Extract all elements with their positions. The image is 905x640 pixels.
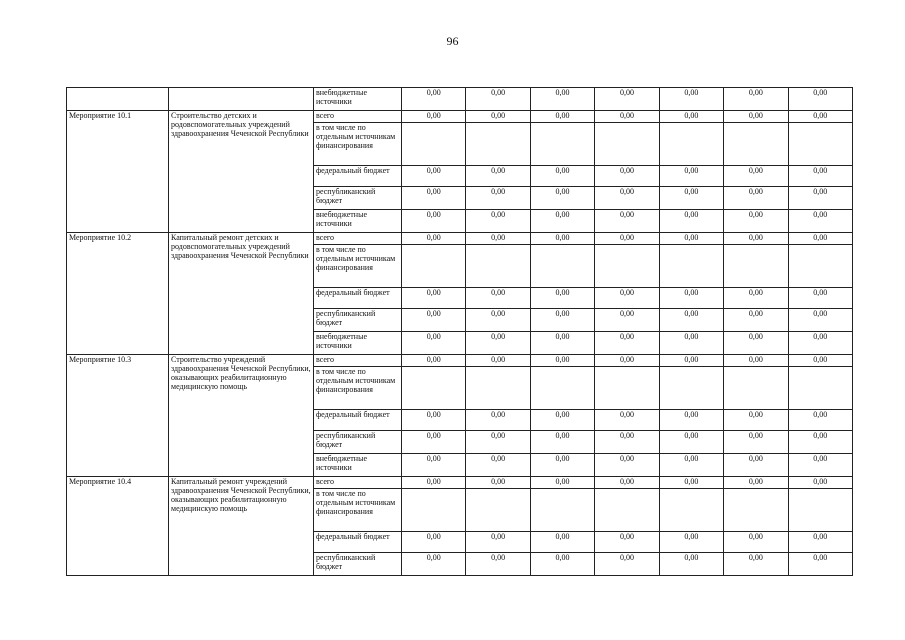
- value-cell: 0,00: [402, 111, 466, 123]
- value-cell: 0,00: [402, 454, 466, 477]
- measure-name: Строительство детских и родовспомогательных учреждений здравоохранения Чеченской Республики: [169, 111, 314, 233]
- funding-source-cell: федеральный бюджет: [314, 532, 402, 553]
- value-cell: 0,00: [595, 410, 659, 431]
- value-cell: 0,00: [659, 166, 723, 187]
- table-row: [67, 477, 853, 489]
- value-cell: [788, 123, 852, 166]
- value-cell: 0,00: [659, 210, 723, 233]
- value-cell: 0,00: [788, 553, 852, 576]
- value-cell: 0,00: [466, 111, 530, 123]
- value-cell: [530, 489, 594, 532]
- value-cell: 0,00: [595, 431, 659, 454]
- value-cell: 0,00: [788, 532, 852, 553]
- value-cell: 0,00: [788, 288, 852, 309]
- value-cell: 0,00: [659, 553, 723, 576]
- value-cell: [659, 489, 723, 532]
- value-cell: 0,00: [402, 532, 466, 553]
- value-cell: [402, 123, 466, 166]
- value-cell: 0,00: [402, 332, 466, 355]
- value-cell: 0,00: [402, 187, 466, 210]
- value-cell: 0,00: [595, 166, 659, 187]
- value-cell: 0,00: [466, 210, 530, 233]
- value-cell: [724, 123, 788, 166]
- value-cell: 0,00: [530, 210, 594, 233]
- value-cell: 0,00: [466, 355, 530, 367]
- value-cell: 0,00: [466, 88, 530, 111]
- value-cell: [595, 489, 659, 532]
- value-cell: 0,00: [724, 288, 788, 309]
- value-cell: 0,00: [659, 309, 723, 332]
- funding-source-cell: внебюджетные источники: [314, 332, 402, 355]
- value-cell: 0,00: [466, 166, 530, 187]
- value-cell: 0,00: [724, 454, 788, 477]
- measure-name: Строительство учреждений здравоохранения Чеченской Республики, оказывающих реабилитационную медицинскую помощь: [169, 355, 314, 477]
- value-cell: 0,00: [530, 553, 594, 576]
- value-cell: 0,00: [659, 532, 723, 553]
- value-cell: 0,00: [659, 332, 723, 355]
- value-cell: 0,00: [788, 88, 852, 111]
- value-cell: 0,00: [530, 309, 594, 332]
- value-cell: 0,00: [659, 355, 723, 367]
- value-cell: 0,00: [724, 88, 788, 111]
- value-cell: 0,00: [466, 477, 530, 489]
- measure-code: Мероприятие 10.1: [67, 111, 169, 233]
- value-cell: 0,00: [402, 410, 466, 431]
- value-cell: [595, 245, 659, 288]
- value-cell: 0,00: [402, 166, 466, 187]
- measure-name: Капитальный ремонт учреждений здравоохранения Чеченской Республики, оказывающих реабилитационную медицинскую помощь: [169, 477, 314, 576]
- funding-source-cell: внебюджетные источники: [314, 210, 402, 233]
- value-cell: 0,00: [724, 233, 788, 245]
- value-cell: 0,00: [530, 187, 594, 210]
- value-cell: 0,00: [466, 309, 530, 332]
- value-cell: [530, 245, 594, 288]
- value-cell: [466, 489, 530, 532]
- value-cell: 0,00: [530, 454, 594, 477]
- value-cell: 0,00: [724, 166, 788, 187]
- value-cell: [788, 245, 852, 288]
- funding-source-cell: республиканский бюджет: [314, 431, 402, 454]
- value-cell: 0,00: [466, 553, 530, 576]
- funding-source-cell: в том числе по отдельным источникам финансирования: [314, 245, 402, 288]
- value-cell: 0,00: [595, 187, 659, 210]
- value-cell: 0,00: [530, 332, 594, 355]
- value-cell: 0,00: [788, 431, 852, 454]
- funding-source-cell: республиканский бюджет: [314, 553, 402, 576]
- value-cell: [466, 123, 530, 166]
- value-cell: 0,00: [530, 288, 594, 309]
- value-cell: [724, 367, 788, 410]
- value-cell: 0,00: [788, 210, 852, 233]
- table-row: [67, 88, 853, 111]
- value-cell: 0,00: [595, 553, 659, 576]
- value-cell: 0,00: [530, 355, 594, 367]
- value-cell: 0,00: [788, 410, 852, 431]
- value-cell: 0,00: [402, 288, 466, 309]
- value-cell: [530, 367, 594, 410]
- value-cell: 0,00: [466, 233, 530, 245]
- funding-source-cell: федеральный бюджет: [314, 410, 402, 431]
- value-cell: 0,00: [659, 233, 723, 245]
- value-cell: 0,00: [595, 88, 659, 111]
- value-cell: [530, 123, 594, 166]
- value-cell: 0,00: [466, 454, 530, 477]
- value-cell: 0,00: [530, 166, 594, 187]
- value-cell: [788, 367, 852, 410]
- value-cell: 0,00: [530, 410, 594, 431]
- value-cell: 0,00: [530, 532, 594, 553]
- funding-source-cell: федеральный бюджет: [314, 288, 402, 309]
- value-cell: 0,00: [659, 187, 723, 210]
- value-cell: [402, 245, 466, 288]
- value-cell: 0,00: [724, 477, 788, 489]
- funding-source-cell: республиканский бюджет: [314, 309, 402, 332]
- funding-source-cell: федеральный бюджет: [314, 166, 402, 187]
- value-cell: 0,00: [788, 111, 852, 123]
- value-cell: 0,00: [724, 309, 788, 332]
- value-cell: 0,00: [595, 332, 659, 355]
- value-cell: 0,00: [659, 477, 723, 489]
- value-cell: 0,00: [466, 187, 530, 210]
- value-cell: 0,00: [724, 187, 788, 210]
- value-cell: 0,00: [595, 233, 659, 245]
- value-cell: [659, 367, 723, 410]
- value-cell: 0,00: [466, 532, 530, 553]
- value-cell: 0,00: [402, 233, 466, 245]
- value-cell: [659, 123, 723, 166]
- value-cell: 0,00: [595, 477, 659, 489]
- value-cell: 0,00: [530, 431, 594, 454]
- value-cell: 0,00: [724, 532, 788, 553]
- funding-source-cell: всего: [314, 111, 402, 123]
- value-cell: [788, 489, 852, 532]
- value-cell: 0,00: [724, 111, 788, 123]
- value-cell: [724, 489, 788, 532]
- value-cell: 0,00: [530, 477, 594, 489]
- value-cell: 0,00: [788, 355, 852, 367]
- empty-name-cell: [169, 88, 314, 111]
- value-cell: 0,00: [788, 332, 852, 355]
- value-cell: 0,00: [788, 309, 852, 332]
- value-cell: 0,00: [788, 454, 852, 477]
- value-cell: 0,00: [659, 431, 723, 454]
- value-cell: 0,00: [402, 88, 466, 111]
- value-cell: 0,00: [466, 410, 530, 431]
- value-cell: 0,00: [530, 233, 594, 245]
- funding-source-cell: внебюджетные источники: [314, 454, 402, 477]
- value-cell: 0,00: [724, 553, 788, 576]
- value-cell: 0,00: [724, 210, 788, 233]
- funding-source-cell: всего: [314, 355, 402, 367]
- value-cell: 0,00: [466, 288, 530, 309]
- value-cell: [466, 245, 530, 288]
- value-cell: 0,00: [595, 288, 659, 309]
- table-row: [67, 355, 853, 367]
- value-cell: [466, 367, 530, 410]
- value-cell: 0,00: [402, 477, 466, 489]
- value-cell: 0,00: [595, 111, 659, 123]
- value-cell: 0,00: [595, 355, 659, 367]
- value-cell: [402, 367, 466, 410]
- value-cell: 0,00: [724, 431, 788, 454]
- value-cell: 0,00: [788, 477, 852, 489]
- value-cell: 0,00: [659, 410, 723, 431]
- value-cell: 0,00: [595, 454, 659, 477]
- value-cell: 0,00: [530, 111, 594, 123]
- value-cell: [595, 367, 659, 410]
- value-cell: 0,00: [402, 355, 466, 367]
- measure-code: Мероприятие 10.4: [67, 477, 169, 576]
- value-cell: 0,00: [724, 332, 788, 355]
- value-cell: 0,00: [530, 88, 594, 111]
- value-cell: 0,00: [595, 309, 659, 332]
- funding-source-cell: в том числе по отдельным источникам финансирования: [314, 489, 402, 532]
- page-number: 96: [446, 34, 459, 48]
- funding-table: [66, 87, 853, 576]
- value-cell: 0,00: [788, 233, 852, 245]
- table-row: [67, 111, 853, 123]
- empty-code-cell: [67, 88, 169, 111]
- value-cell: 0,00: [659, 88, 723, 111]
- funding-source-cell: в том числе по отдельным источникам финансирования: [314, 367, 402, 410]
- funding-source-cell: всего: [314, 477, 402, 489]
- value-cell: [659, 245, 723, 288]
- value-cell: 0,00: [659, 288, 723, 309]
- value-cell: [402, 489, 466, 532]
- table-row: [67, 233, 853, 245]
- value-cell: 0,00: [595, 532, 659, 553]
- value-cell: 0,00: [402, 553, 466, 576]
- value-cell: 0,00: [659, 454, 723, 477]
- measure-name: Капитальный ремонт детских и родовспомогательных учреждений здравоохранения Чеченской Республики: [169, 233, 314, 355]
- funding-source-cell: республиканский бюджет: [314, 187, 402, 210]
- measure-code: Мероприятие 10.3: [67, 355, 169, 477]
- value-cell: 0,00: [788, 187, 852, 210]
- funding-source-cell: всего: [314, 233, 402, 245]
- value-cell: 0,00: [466, 431, 530, 454]
- value-cell: 0,00: [724, 410, 788, 431]
- value-cell: 0,00: [402, 210, 466, 233]
- value-cell: 0,00: [788, 166, 852, 187]
- value-cell: 0,00: [402, 431, 466, 454]
- value-cell: 0,00: [595, 210, 659, 233]
- value-cell: 0,00: [724, 355, 788, 367]
- funding-source-cell: в том числе по отдельным источникам финансирования: [314, 123, 402, 166]
- value-cell: [724, 245, 788, 288]
- value-cell: 0,00: [402, 309, 466, 332]
- measure-code: Мероприятие 10.2: [67, 233, 169, 355]
- funding-source-cell: внебюджетные источники: [314, 88, 402, 111]
- value-cell: 0,00: [659, 111, 723, 123]
- value-cell: 0,00: [466, 332, 530, 355]
- value-cell: [595, 123, 659, 166]
